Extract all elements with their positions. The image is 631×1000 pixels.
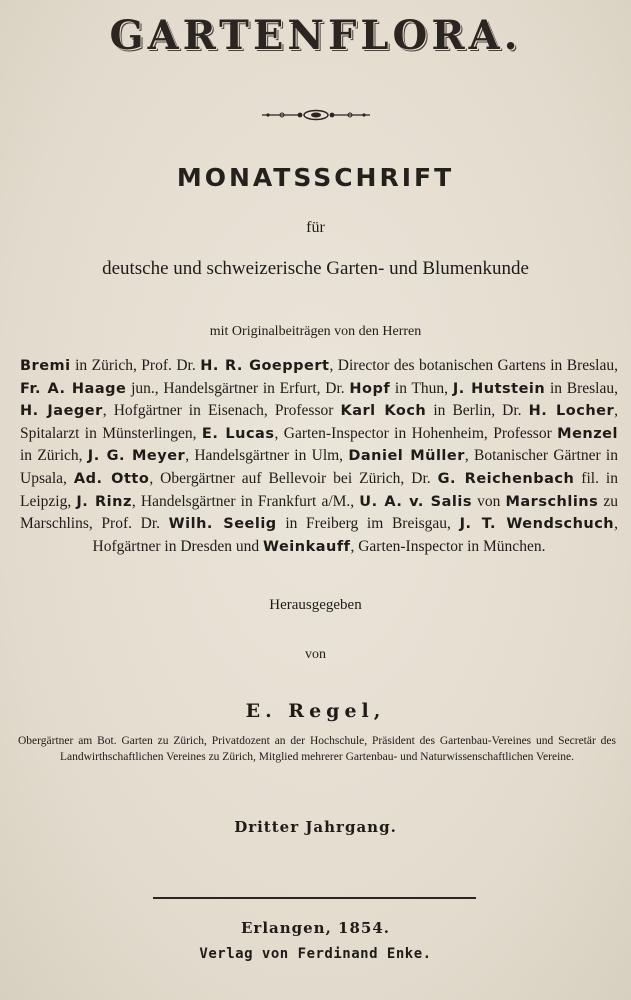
contributor-desc: fil. in Leipzig,	[20, 469, 618, 510]
ornament-divider	[262, 108, 370, 122]
contributor-name: J. G. Meyer	[87, 448, 186, 465]
contributor-desc: jun., Handelsgärtner in Erfurt, Dr.	[126, 379, 350, 397]
contributor-name: Marschlins	[505, 493, 599, 510]
contributor-desc: , Hofgärtner in Eisenach, Professor	[102, 402, 341, 420]
contributor-desc: von	[471, 492, 506, 510]
contributor-desc: zu Marschlins, Prof. Dr.	[20, 492, 618, 533]
contributor-desc: in Breslau,	[545, 379, 618, 397]
von-label: von	[305, 647, 326, 662]
editor-name: E. Regel,	[245, 700, 386, 722]
contributor-desc: , Hofgärtner in Dresden und	[92, 515, 619, 555]
contributor-name: E. Lucas	[201, 425, 275, 442]
contributors-paragraph	[20, 355, 618, 558]
subtitle: MONATSSCHRIFT	[176, 163, 455, 192]
contributor-desc: , Director des botanischen Gartens in Breslau,	[329, 357, 618, 374]
contributor-desc: , Handelsgärtner in Ulm,	[185, 447, 349, 465]
contributor-desc: in Zürich,	[20, 447, 88, 465]
journal-scope: deutsche und schweizerische Garten- und Blumenkunde	[102, 258, 529, 279]
contributor-desc: , Handelsgärtner in Frankfurt a/M.,	[131, 492, 360, 510]
contributor-name: J. Hutstein	[452, 380, 546, 397]
contributor-name: Karl Koch	[340, 403, 427, 420]
contributor-desc: , Spitalarzt in Münsterlingen,	[20, 402, 619, 442]
horizontal-rule	[153, 897, 476, 899]
contributors-intro: mit Originalbeiträgen von den Herren	[209, 324, 422, 339]
publisher: Verlag von Ferdinand Enke.	[199, 946, 432, 962]
contributor-name: H. Jaeger	[20, 403, 103, 420]
subtitle-fuer: für	[306, 219, 325, 236]
journal-title: GARTENFLORA.	[109, 12, 522, 59]
contributor-name: Daniel Müller	[348, 448, 465, 465]
contributor-desc: , Botanischer Gärtner in Upsala,	[20, 447, 618, 487]
contributor-desc: in Freiberg im Breisgau,	[276, 515, 460, 533]
contributor-name: H. R. Goeppert	[200, 358, 330, 374]
contributor-name: J. Rinz	[76, 493, 132, 510]
contributor-name: Hopf	[349, 380, 391, 397]
contributor-name: H. Locher	[528, 403, 615, 420]
contributor-name: Weinkauff	[262, 538, 351, 555]
contributor-name: J. T. Wendschuch	[459, 516, 615, 533]
contributor-desc: in Berlin, Dr.	[426, 402, 529, 420]
editor-description: Obergärtner am Bot. Garten zu Zürich, Privatdozent an der Hochschule, Präsident des Gartenbau-Vereines und Secretär des Landwirthschaftlichen Vereines zu Zürich, Mitglied mehrerer Gartenbau- und Naturwissenschaftlichen Vereine.	[18, 735, 616, 763]
contributor-name: U. A. v. Salis	[359, 493, 472, 510]
contributor-name: G. Reichenbach	[437, 470, 575, 487]
contributor-desc: in Zürich, Prof. Dr.	[70, 357, 201, 374]
contributor-name: Fr. A. Haage	[20, 380, 127, 397]
contributor-name: Wilh. Seelig	[168, 516, 277, 533]
contributor-desc: , Garten-Inspector in München.	[350, 537, 546, 555]
contributor-name: Menzel	[557, 425, 618, 442]
contributor-desc: in Thun,	[390, 379, 453, 397]
contributor-desc: , Obergärtner auf Bellevoir bei Zürich, Dr.	[149, 469, 438, 487]
contributor-name: Bremi	[20, 358, 71, 374]
place-and-year: Erlangen, 1854.	[240, 919, 390, 937]
volume-label: Dritter Jahrgang.	[234, 818, 397, 836]
contributor-name: Ad. Otto	[73, 470, 150, 487]
contributor-desc: , Garten-Inspector in Hohenheim, Professor	[274, 424, 558, 442]
edited-by-label: Herausgegeben	[269, 597, 362, 613]
